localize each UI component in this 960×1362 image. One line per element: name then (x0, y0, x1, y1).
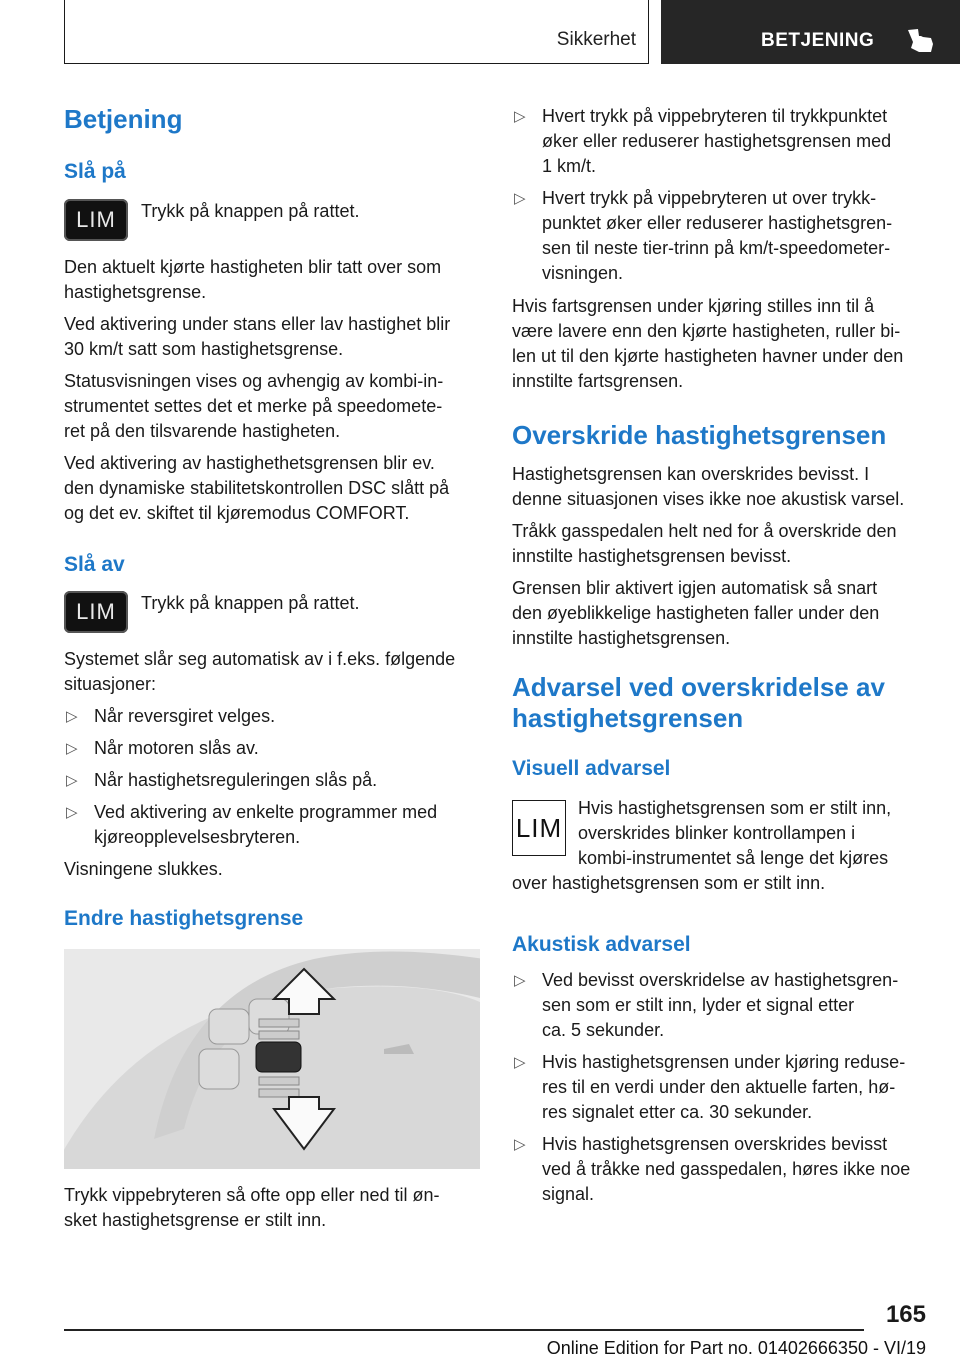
list-item-text: kjøreopplevelsesbryteren. (94, 827, 301, 847)
page-title: Betjening (64, 104, 183, 134)
body-paragraph: Statusvisningen vises og avhengig av kombi-in‐ (64, 371, 444, 391)
body-paragraph: være lavere enn den kjørte hastigheten, ruller bi‐ (512, 321, 901, 341)
body-paragraph: hastighetsgrense. (64, 282, 207, 302)
list-item-text: Hvis hastighetsgrensen overskrides bevisst (542, 1134, 888, 1154)
caption-line: sket hastighetsgrense er stilt inn. (64, 1210, 327, 1230)
list-item-text: øker eller reduserer hastighetsgrensen med (542, 131, 892, 151)
edition-note: Online Edition for Part no. 01402666350 - VI/19 (546, 1338, 926, 1358)
section-title: Sikkerhet (556, 29, 636, 50)
footer-divider (64, 1329, 864, 1331)
body-paragraph: innstilte hastighetsgrensen. (512, 628, 731, 648)
chapter-title: BETJENING (761, 30, 875, 51)
body-paragraph: Tråkk gasspedalen helt ned for å overskride den (512, 521, 897, 541)
list-item-text: res til en verdi under den aktuelle farten, hø‐ (542, 1077, 896, 1097)
caption-line: Trykk vippebryteren så ofte opp eller ned til øn‐ (64, 1185, 440, 1205)
body-paragraph: Grensen blir aktivert igjen automatisk så snart (512, 578, 878, 598)
body-paragraph: strumentet settes det et merke på speedomete‐ (64, 396, 443, 416)
body-paragraph: den dynamiske stabilitetskontrollen DSC slått på (64, 478, 450, 498)
body-paragraph: 30 km/t satt som hastighetsgrense. (64, 339, 344, 359)
list-item-text: punktet øker eller reduserer hastighetsgren‐ (542, 213, 893, 233)
lim-button-icon: LIM (64, 591, 128, 633)
list-item-text: Hvis hastighetsgrensen under kjøring reduse‐ (542, 1052, 906, 1072)
heading-akustisk: Akustisk advarsel (512, 933, 691, 956)
bullet-marker-icon: ▷ (514, 108, 526, 125)
press-text-off: Trykk på knappen på rattet. (141, 593, 360, 613)
list-item-text: signal. (542, 1184, 595, 1204)
body-paragraph: innstilte hastighetsgrensen bevisst. (512, 546, 792, 566)
body-paragraph: ret på den tilsvarende hastigheten. (64, 421, 341, 441)
body-paragraph: Den aktuelt kjørte hastigheten blir tatt over som (64, 257, 442, 277)
body-paragraph: kombi-instrumentet så lenge det kjøres (578, 848, 889, 868)
heading-line: hastighetsgrensen (512, 703, 744, 733)
bullet-marker-icon: ▷ (66, 740, 78, 757)
list-item-text: Hvert trykk på vippebryteren ut over trykk‐ (542, 188, 877, 208)
heading-visuell: Visuell advarsel (512, 757, 671, 780)
bullet-marker-icon: ▷ (514, 190, 526, 207)
list-item-text: sen som er stilt inn, lyder et signal etter (542, 995, 855, 1015)
body-paragraph: den øyeblikkelige hastigheten faller under den (512, 603, 880, 623)
list-item-text: res signalet etter ca. 30 sekunder. (542, 1102, 813, 1122)
list-item-text: Når hastighetsreguleringen slås på. (94, 770, 378, 790)
body-paragraph: Hvis fartsgrensen under kjøring stilles inn til å (512, 296, 875, 316)
lim-button-icon: LIM (64, 199, 128, 241)
list-item-text: sen til neste tier-trinn på km/t-speedometer‐ (542, 238, 891, 258)
heading-line: Advarsel ved overskridelse av (512, 672, 885, 702)
body-paragraph: og det ev. skiftet til kjøremodus COMFORT. (64, 503, 410, 523)
press-text-on: Trykk på knappen på rattet. (141, 201, 360, 221)
list-item-text: Når motoren slås av. (94, 738, 259, 758)
list-item-text: 1 km/t. (542, 156, 597, 176)
heading-slaa-av: Slå av (64, 553, 125, 576)
list-item-text: Hvert trykk på vippebryteren til trykkpunktet (542, 106, 888, 126)
body-paragraph: Ved aktivering under stans eller lav hastighet blir (64, 314, 451, 334)
bullet-marker-icon: ▷ (514, 1054, 526, 1071)
body-paragraph: denne situasjonen vises ikke noe akustisk varsel. (512, 489, 905, 509)
body-paragraph: Visningene slukkes. (64, 859, 223, 879)
body-paragraph: situasjoner: (64, 674, 157, 694)
heading-slaa-paa: Slå på (64, 160, 126, 183)
steering-wheel-photo (64, 949, 480, 1169)
body-paragraph: len ut til den kjørte hastigheten havner under den (512, 346, 904, 366)
heading-overskride: Overskride hastighetsgrensen (512, 420, 887, 450)
list-item-text: Ved bevisst overskridelse av hastighetsgren‐ (542, 970, 899, 990)
hand-pointer-icon (905, 26, 935, 54)
bullet-marker-icon: ▷ (66, 804, 78, 821)
body-paragraph: Systemet slår seg automatisk av i f.eks. følgende (64, 649, 456, 669)
header-section-frame (64, 0, 649, 64)
list-item-text: ca. 5 sekunder. (542, 1020, 665, 1040)
list-item-text: visningen. (542, 263, 624, 283)
body-paragraph: Ved aktivering av hastighethetsgrensen blir ev. (64, 453, 435, 473)
lim-indicator-lamp: LIM (512, 800, 566, 856)
list-item-text: Når reversgiret velges. (94, 706, 276, 726)
bullet-marker-icon: ▷ (66, 772, 78, 789)
body-paragraph: Hvis hastighetsgrensen som er stilt inn, (578, 798, 892, 818)
bullet-marker-icon: ▷ (66, 708, 78, 725)
page-number: 165 (885, 1301, 926, 1328)
chapter-tab (661, 0, 960, 64)
heading-endre: Endre hastighetsgrense (64, 907, 304, 930)
body-paragraph: over hastighetsgrensen som er stilt inn. (512, 873, 826, 893)
list-item-text: ved å tråkke ned gasspedalen, høres ikke noe (542, 1159, 911, 1179)
body-paragraph: Hastighetsgrensen kan overskrides bevisst. I (512, 464, 870, 484)
bullet-marker-icon: ▷ (514, 972, 526, 989)
body-paragraph: innstilte fartsgrensen. (512, 371, 684, 391)
body-paragraph: overskrides blinker kontrollampen i (578, 823, 856, 843)
list-item-text: Ved aktivering av enkelte programmer med (94, 802, 438, 822)
bullet-marker-icon: ▷ (514, 1136, 526, 1153)
